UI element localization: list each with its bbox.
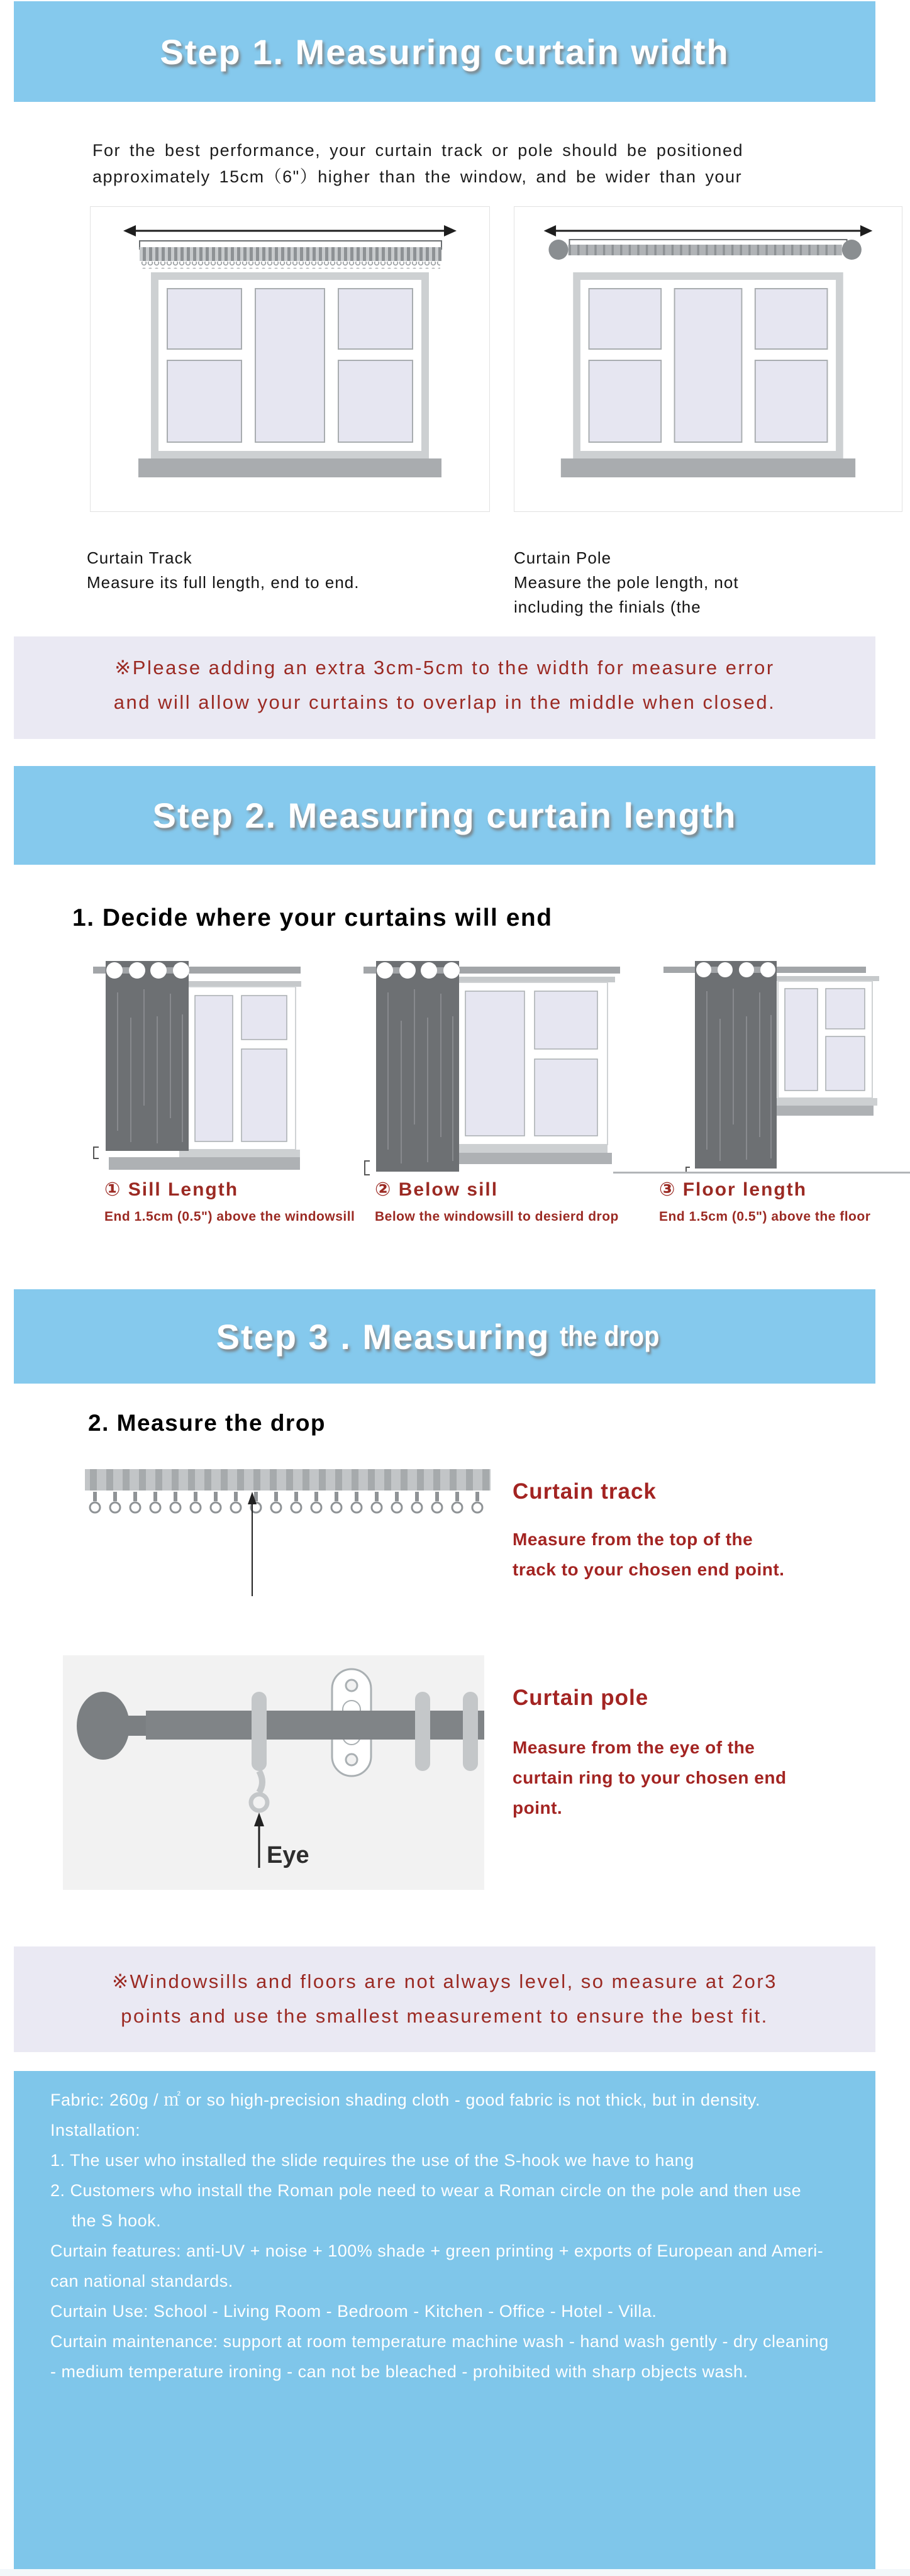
pole-drop-desc3: point. <box>513 1798 563 1818</box>
floor-length-illustration <box>613 961 910 1178</box>
track-drop-heading: Curtain track <box>513 1479 657 1504</box>
track-caption <box>87 546 496 595</box>
window <box>448 977 615 1164</box>
pole-drop-heading: Curtain pole <box>513 1685 649 1710</box>
curtain <box>376 961 460 1172</box>
pole-caption-title: Curtain Pole <box>514 548 612 567</box>
step1-title: Step 1. Measuring curtain width <box>160 31 730 72</box>
windowsill <box>561 458 855 477</box>
sill-ledge <box>109 1157 300 1170</box>
width-note-line2: and will allow your curtains to overlap in the middle when closed. <box>113 691 776 713</box>
step2-title: Step 2. Measuring curtain length <box>152 796 737 835</box>
bottom-strip <box>0 2569 910 2576</box>
curtain-track-diagram <box>90 206 490 512</box>
window <box>770 976 879 1116</box>
info-install-2: 2. Customers who install the Roman pole need to wear a Roman circle on the pole and then use <box>50 2181 802 2200</box>
option-sill-length <box>104 1179 369 1224</box>
step3-heading: 2. Measure the drop <box>88 1410 326 1436</box>
info-features-2: can national standards. <box>50 2272 233 2290</box>
pole-drop-desc1: Measure from the eye of the <box>513 1738 755 1757</box>
floor-line <box>613 1172 910 1174</box>
sill-length-illustration <box>91 961 305 1178</box>
info-install-1: 1. The user who installed the slide requires the use of the S-hook we have to hang <box>50 2151 694 2170</box>
drop-pole-illustration <box>63 1655 484 1890</box>
windowsill <box>770 1098 877 1106</box>
window <box>138 272 441 477</box>
curtain-pole-diagram <box>514 206 902 512</box>
track-window-illustration <box>91 207 489 511</box>
eye-label: Eye <box>267 1842 309 1868</box>
windowsill <box>179 1150 300 1157</box>
track-caption-desc: Measure its full length, end to end. <box>87 573 360 592</box>
step1-intro-line1: For the best performance, your curtain track or pole should be positioned <box>92 141 743 160</box>
drop-note-line1: ※Windowsills and floors are not always level, so measure at 2or3 <box>112 1970 777 1992</box>
option-below-sill <box>375 1179 639 1224</box>
track-drop-desc2: track to your chosen end point. <box>513 1560 785 1579</box>
info-maintenance-2: - medium temperature ironing - can not be bleached - prohibited with sharp objects wash. <box>50 2362 748 2381</box>
curtain <box>106 961 189 1151</box>
track-hooks <box>85 1491 491 1516</box>
sill-length-diagram <box>91 961 305 1178</box>
sill-ledge <box>455 1153 612 1164</box>
below-sill-diagram <box>363 961 628 1178</box>
option-desc: Below the windowsill to desierd drop <box>375 1209 619 1224</box>
drop-pole-diagram <box>63 1655 484 1890</box>
sill-ledge <box>775 1106 874 1116</box>
gap-mark <box>365 1161 370 1175</box>
info-use: Curtain Use: School - Living Room - Bedroom - Kitchen - Office - Hotel - Villa. <box>50 2302 657 2321</box>
gap-mark <box>94 1147 99 1158</box>
ring-eye <box>251 1794 267 1811</box>
step3-banner <box>14 1289 875 1384</box>
step1-intro <box>92 137 866 190</box>
curtain-pole-bar <box>548 240 861 260</box>
pole-drop-desc2: curtain ring to your chosen end <box>513 1768 787 1787</box>
option-label: ③ Floor length <box>659 1179 807 1200</box>
curtain-track-bar <box>140 247 441 269</box>
product-info-box <box>14 2071 875 2569</box>
below-sill-illustration <box>363 961 628 1178</box>
width-arrow-icon <box>544 225 873 236</box>
width-note <box>14 636 875 739</box>
windowsill <box>448 1145 608 1153</box>
step2-banner <box>14 766 875 865</box>
drop-note-line2: points and use the smallest measurement to ensure the best fit. <box>121 2005 769 2027</box>
gap-mark <box>686 1167 690 1172</box>
track-caption-title: Curtain Track <box>87 548 192 567</box>
step2-heading: 1. Decide where your curtains will end <box>72 904 553 931</box>
info-features: Curtain features: anti-UV + noise + 100% shade + green printing + exports of European and Ameri- <box>50 2241 824 2260</box>
option-floor-length <box>659 1179 910 1224</box>
option-desc: End 1.5cm (0.5") above the floor <box>659 1209 871 1224</box>
width-arrow-icon <box>123 225 457 236</box>
pole-caption-desc1: Measure the pole length, not <box>514 573 739 592</box>
pole-caption-desc2: including the finials (the <box>514 597 701 616</box>
track-drop-desc <box>513 1524 865 1585</box>
info-maintenance: Curtain maintenance: support at room temperature machine wash - hand wash gently - dry cleaning <box>50 2332 829 2351</box>
pole-caption <box>514 546 904 619</box>
drop-track-diagram <box>85 1467 491 1599</box>
info-installation: Installation: <box>50 2121 141 2140</box>
curtain <box>695 961 777 1169</box>
step1-intro-line2: approximately 15cm（6"）higher than the window, and be wider than your <box>92 167 743 186</box>
info-fabric: Fabric: 260g / ㎡ or so high-precision shading cloth - good fabric is not thick, but in density. <box>50 2090 761 2109</box>
step3-title-main: Step 3 . Measuring <box>216 1316 550 1357</box>
track-drop-desc1: Measure from the top of the <box>513 1530 753 1549</box>
pole-drop-desc <box>513 1733 877 1823</box>
info-install-2b: the S hook. <box>72 2211 162 2230</box>
track-bar <box>85 1469 491 1491</box>
option-label: ② Below sill <box>375 1179 499 1200</box>
floor-length-diagram <box>613 961 910 1178</box>
step1-banner <box>14 1 875 102</box>
option-desc: End 1.5cm (0.5") above the windowsill <box>104 1209 355 1224</box>
step3-title-sub: the drop <box>560 1320 660 1352</box>
window <box>561 272 855 477</box>
width-note-line1: ※Please adding an extra 3cm-5cm to the width for measure error <box>114 657 775 679</box>
pole-window-illustration <box>514 207 902 511</box>
drop-note <box>14 1946 875 2052</box>
windowsill <box>138 458 441 477</box>
option-label: ① Sill Length <box>104 1179 239 1200</box>
drop-track-illustration <box>85 1467 491 1599</box>
